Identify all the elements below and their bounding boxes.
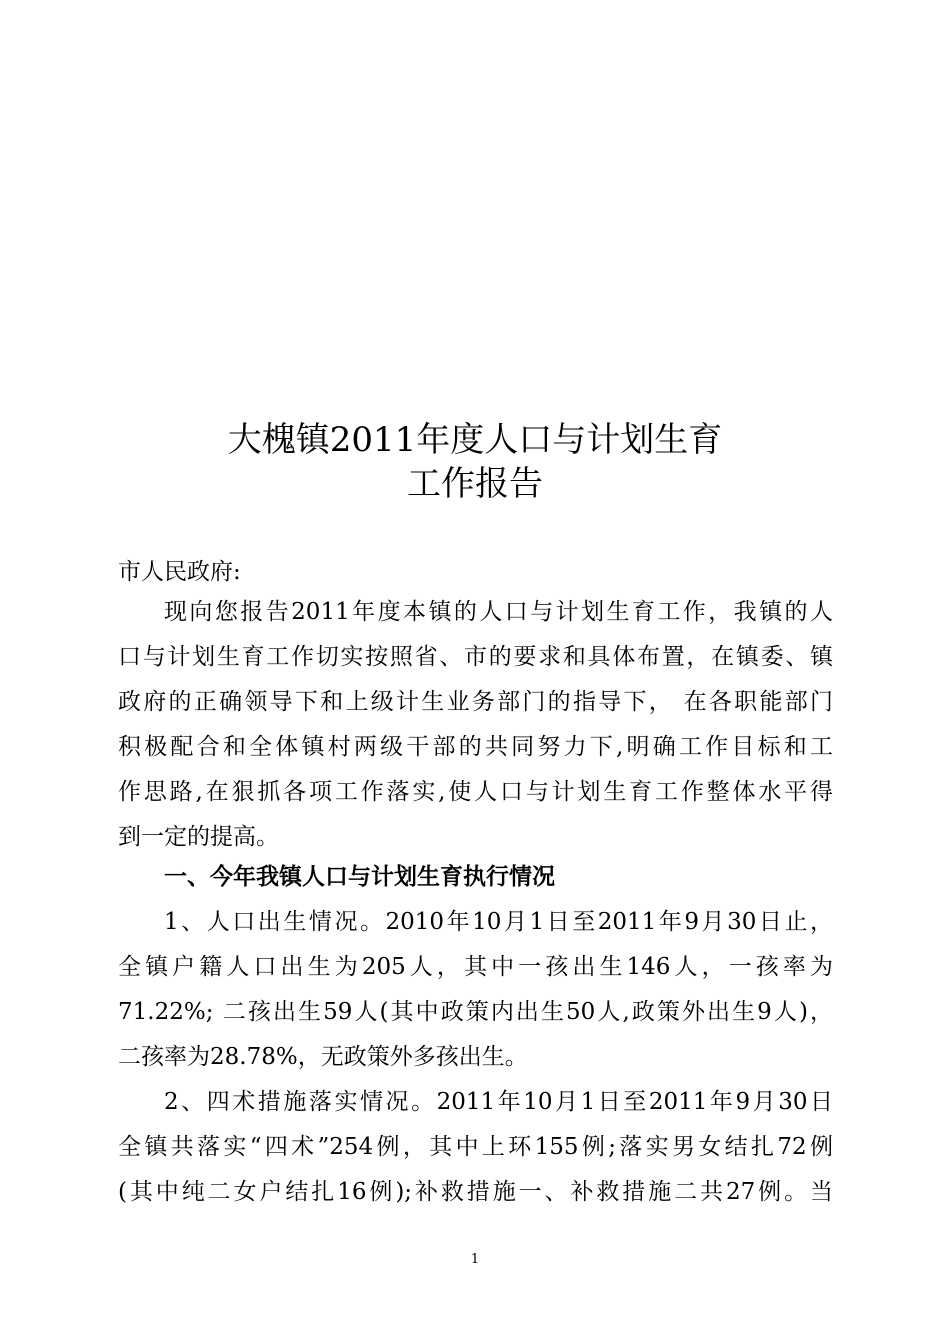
paragraph-line: 二孩率为28.78%，无政策外多孩出生。 xyxy=(118,1044,528,1070)
paragraph-line: 全镇共落实“四术”254例，其中上环155例;落实男女结扎72例 xyxy=(118,1134,833,1160)
paragraph-line: 作思路,在狠抓各项工作落实,使人口与计划生育工作整体水平得 xyxy=(118,779,833,805)
page-number: 1 xyxy=(470,1252,480,1267)
document-title-line-2: 工作报告 xyxy=(407,464,543,504)
section-heading: 一、今年我镇人口与计划生育执行情况 xyxy=(164,863,555,890)
paragraph-line: 积极配合和全体镇村两级干部的共同努力下,明确工作目标和工 xyxy=(118,734,833,760)
document-title-line-1: 大槐镇2011年度人口与计划生育 xyxy=(227,420,723,460)
paragraph-line: 政府的正确领导下和上级计生业务部门的指导下， 在各职能部门 xyxy=(118,689,833,715)
paragraph-line: 现向您报告2011年度本镇的人口与计划生育工作，我镇的人 xyxy=(164,599,833,625)
paragraph-line: 口与计划生育工作切实按照省、市的要求和具体布置，在镇委、镇 xyxy=(118,644,833,670)
paragraph-line: 1、人口出生情况。2010年10月1日至2011年9月30日止， xyxy=(164,909,833,935)
paragraph-line: 全镇户籍人口出生为205人，其中一孩出生146人，一孩率为 xyxy=(118,954,833,980)
paragraph-line: 71.22%; 二孩出生59人(其中政策内出生50人,政策外出生9人)， xyxy=(118,999,833,1025)
salutation: 市人民政府: xyxy=(118,559,241,585)
paragraph-line: (其中纯二女户结扎16例);补救措施一、补救措施二共27例。当 xyxy=(118,1179,833,1205)
paragraph-line: 到一定的提高。 xyxy=(118,824,279,850)
paragraph-line: 2、四术措施落实情况。2011年10月1日至2011年9月30日 xyxy=(164,1089,833,1115)
